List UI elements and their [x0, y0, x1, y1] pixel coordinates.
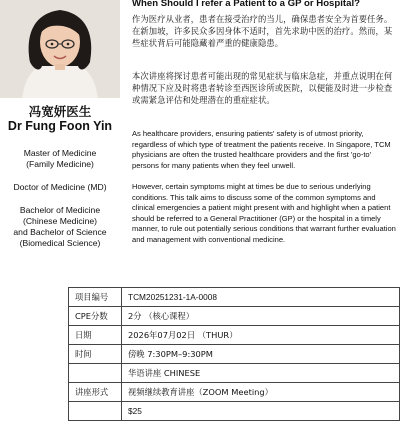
qualification-line: and Bachelor of Science [13, 227, 107, 237]
row-value-time: 傍晚 7:30PM–9:30PM [122, 345, 400, 364]
speaker-portrait-image [0, 0, 120, 98]
table-row [69, 326, 400, 345]
qualification-line: (Chinese Medicine) [22, 216, 98, 226]
row-value-cpe-points: 2分 （核心课程） [122, 307, 400, 326]
qualification-masters [0, 148, 120, 170]
row-label-project-code: 项目编号 [69, 288, 122, 307]
row-label-time: 时间 [69, 345, 122, 364]
talk-title: When Should I refer a Patient to a GP or Hospital? [132, 0, 360, 9]
description-chinese-paragraph-1: 作为医疗从业者，患者在接受治疗的当儿，确保患者安全为首要任务。在新加坡，许多民众多因身体不适时，首先求助中医的治疗。然而，某些症状背后可能隐藏着严重的健康隐患。 [132, 14, 393, 48]
qualification-bachelor [0, 205, 120, 249]
qualification-line: Doctor of Medicine (MD) [13, 182, 107, 192]
table-row [69, 307, 400, 326]
row-value-fee: $25 [122, 402, 400, 421]
qualification-line: Bachelor of Medicine [19, 205, 101, 215]
table-row [69, 402, 400, 421]
table-row [69, 364, 400, 383]
table-row [69, 383, 400, 402]
row-label-language [69, 364, 122, 383]
row-label-date: 日期 [69, 326, 122, 345]
row-label-cpe-points: CPE分数 [69, 307, 122, 326]
row-label-fee [69, 402, 122, 421]
speaker-qualifications [0, 148, 120, 261]
speaker-photo [0, 0, 120, 98]
row-value-date: 2026年07月02日 （THUR） [122, 326, 400, 345]
row-value-language: 华语讲座 CHINESE [122, 364, 400, 383]
event-info-table [68, 287, 400, 421]
row-label-format: 讲座形式 [69, 383, 122, 402]
table-row [69, 288, 400, 307]
qualification-line: Master of Medicine [23, 148, 97, 158]
row-value-project-code: TCM20251231-1A-0008 [122, 288, 400, 307]
qualification-line: (Family Medicine) [26, 159, 94, 169]
row-value-format: 视频继续教育讲座（ZOOM Meeting） [122, 383, 400, 402]
qualification-line: (Biomedical Science) [19, 238, 101, 248]
speaker-name-chinese: 冯宽妍医生 [28, 104, 92, 119]
description-english-paragraph-1: As healthcare providers, ensuring patients' safety is of utmost priority, regardless of which type of treatment the patients receive. In Singapore, TCM physicians are often the trusted healthcare providers and the first 'go-to' persons for many patients when they feel unwell. [132, 129, 391, 170]
qualification-md [0, 182, 120, 193]
speaker-name-english: Dr Fung Foon Yin [7, 119, 113, 133]
description-english-paragraph-2: However, certain symptoms might at times be due to serious underlying conditions. This talk aims to discuss some of the common symptoms and clinical emergencies a patient might present with and highlight when a patient should be referred to a General Practitioner (GP) or the hospital in a timely manner, to rule out potentially serious conditions that warrant further evaluation and management with conventional medicine. [132, 182, 396, 244]
table-row [69, 345, 400, 364]
description-chinese-paragraph-2: 本次讲座将探讨患者可能出现的常见症状与临床急症，并重点说明在何种情况下应及时将患者转诊至西医诊所或医院，以便能及时进一步检查或需紧急评估和处理潜在的重症症状。 [132, 71, 393, 105]
